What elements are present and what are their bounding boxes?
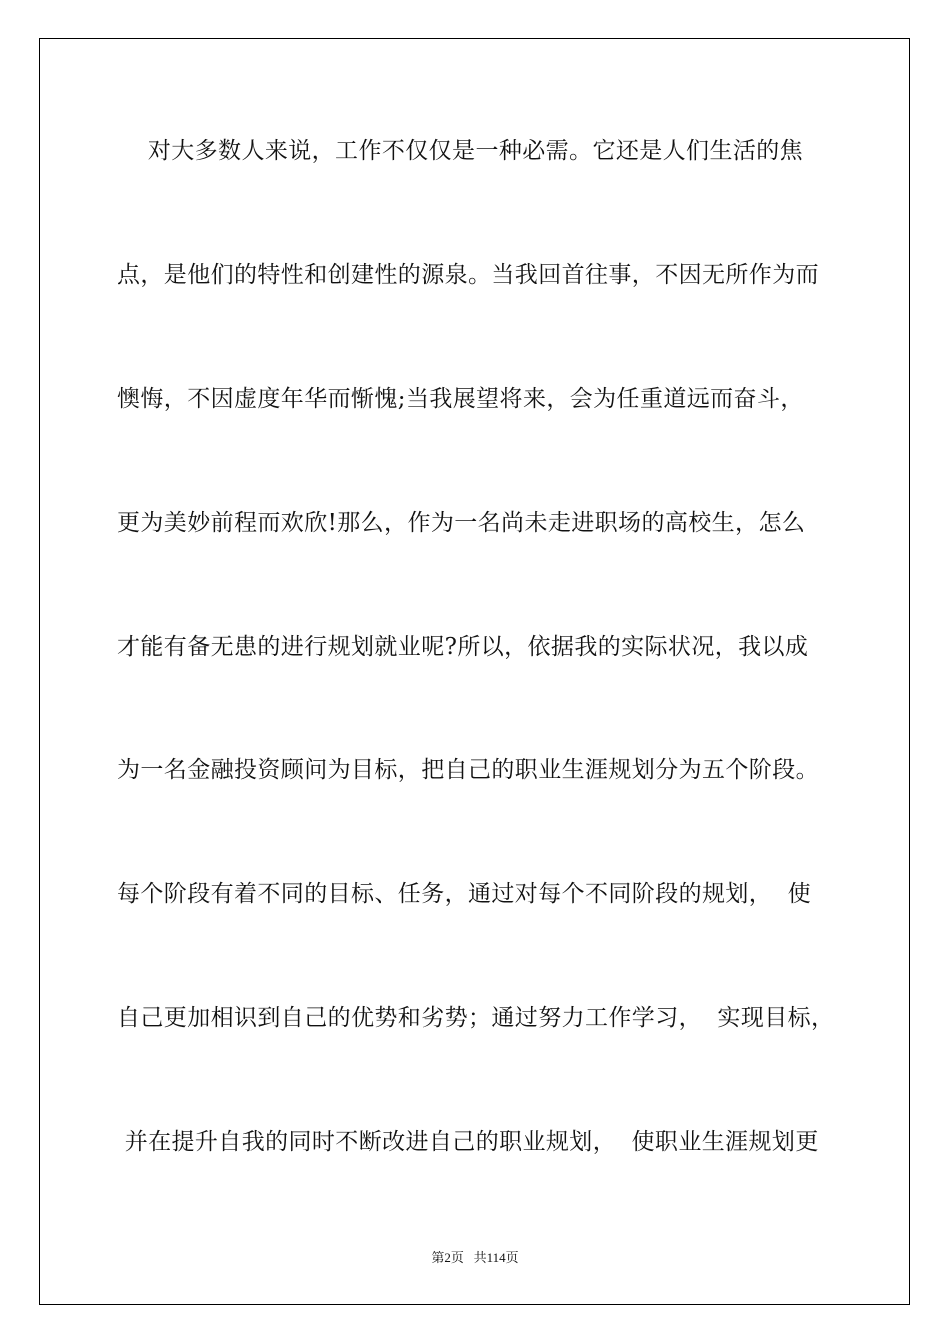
paragraph-line: 点，是他们的特性和创建性的源泉。当我回首往事，不因无所作为而: [117, 261, 819, 288]
paragraph-line: 懊悔，不因虚度年华而惭愧;当我展望将来，会为任重道远而奋斗，: [117, 385, 804, 412]
paragraph-line: 为一名金融投资顾问为目标，把自己的职业生涯规划分为五个阶段。: [117, 757, 819, 784]
paragraph-line: 对大多数人来说，工作不仅仅是一种必需。它还是人们生活的焦: [117, 138, 804, 164]
paragraph-line: 才能有备无患的进行规划就业呢?所以，依据我的实际状况，我以成: [117, 633, 809, 660]
paragraph-line: 更为美妙前程而欢欣!那么，作为一名尚未走进职场的高校生，怎么: [117, 509, 806, 536]
paragraph-line: 并在提升自我的同时不断改进自己的职业规划， 使职业生涯规划更: [117, 1129, 819, 1156]
paragraph-line: 自己更加相识到自己的优势和劣势；通过努力工作学习， 实现目标，: [117, 1005, 835, 1032]
paragraph-line: 每个阶段有着不同的目标、任务，通过对每个不同阶段的规划， 使: [117, 881, 812, 908]
page-number-footer: 第2页 共114页: [431, 1250, 519, 1265]
document-body: [117, 126, 837, 1241]
